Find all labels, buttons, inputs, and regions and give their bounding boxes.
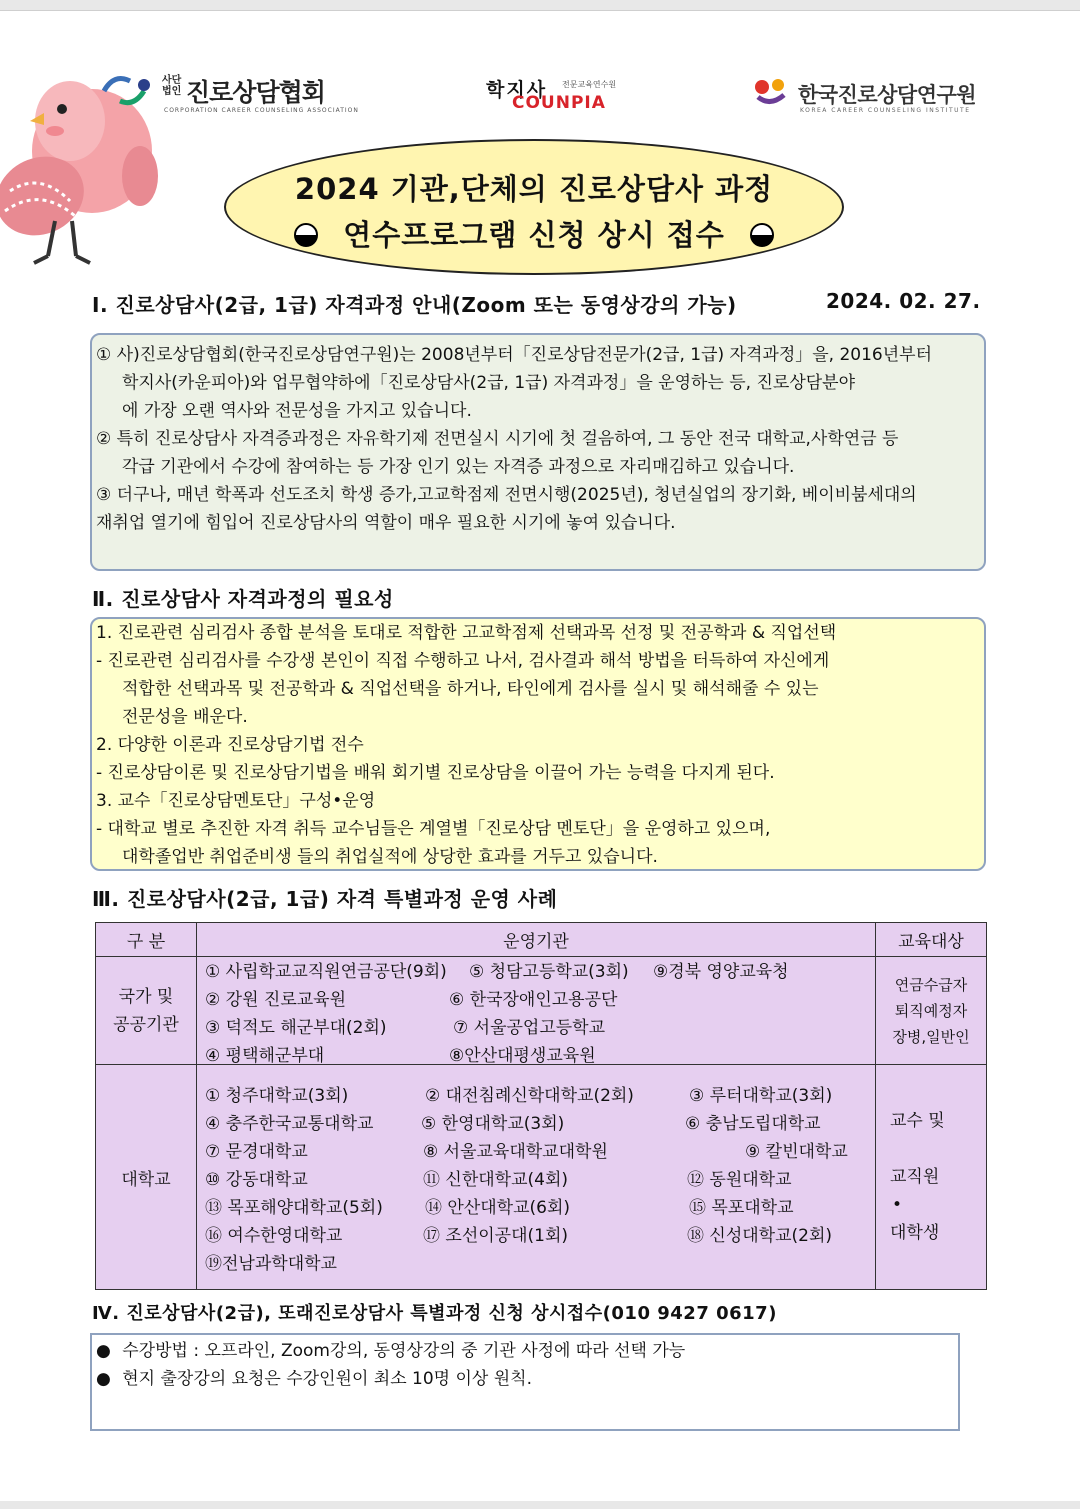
list-item: ① 사립학교교직원연금공단(9회) (205, 962, 447, 982)
bullet-icon: ● (96, 1369, 111, 1389)
logo1-text: 진로상담협회 (186, 78, 325, 107)
logo3-text: 한국진로상담연구원 (798, 83, 977, 107)
list-item: ⑲전남과학대학교 (205, 1254, 337, 1274)
section1-line: ③ 더구나, 매년 학폭과 선도조치 학생 증가,고교학점제 전면시행(2025년), 청년실업의 장기화, 베이비붐세대의 (96, 485, 917, 505)
public-target (876, 957, 987, 1065)
bullet-icon: ● (96, 1341, 111, 1361)
list-item: ④ 충주한국교통대학교 (205, 1114, 374, 1134)
list-item: ⑥ 한국장애인고용공단 (449, 990, 618, 1010)
bullet-text: 현지 출장강의 요청은 수강인원이 최소 10명 이상 원칙. (122, 1369, 532, 1389)
section4-heading: Ⅳ. 진로상담사(2급), 또래진로상담사 특별과정 신청 상시접수(010 9427 0617) (92, 1303, 777, 1324)
section1-line: 학지사(카운피아)와 업무협약하에「진로상담사(2급, 1급) 자격과정」을 운영하는 등, 진로상담분야 (122, 373, 856, 393)
public-label (96, 957, 197, 1065)
public-label-line: 공공기관 (113, 1014, 179, 1035)
logo1-small: 사단법인 (162, 75, 182, 97)
section1-heading: Ⅰ. 진로상담사(2급, 1급) 자격과정 안내(Zoom 또는 동영상강의 가능) (92, 293, 737, 317)
section2-line: 3. 교수「진로상담멘토단」구성•운영 (96, 791, 376, 811)
target-line: 연금수급자 (894, 975, 968, 994)
target-line: 퇴직예정자 (894, 1001, 968, 1020)
section1-date: 2024. 02. 27. (826, 289, 981, 313)
title-line-2 (226, 213, 842, 254)
list-item: ⑭ 안산대학교(6회) (425, 1198, 571, 1218)
list-item: ⑫ 동원대학교 (687, 1170, 792, 1190)
bullet-text: 수강방법 : 오프라인, Zoom강의, 동영상강의 중 기관 사정에 따라 선택 가능 (122, 1341, 686, 1361)
institute-mark-icon (752, 75, 790, 105)
target-line: • (892, 1195, 903, 1215)
logo-hakjisa-counpia (486, 75, 646, 115)
logo-korea-career-institute (752, 71, 988, 117)
university-label: 대학교 (96, 1065, 197, 1290)
logo2-sub: COUNPIA (512, 93, 606, 113)
list-item: ⑦ 문경대학교 (205, 1142, 308, 1162)
list-item: ⑦ 서울공업고등학교 (453, 1018, 606, 1038)
section2-line: 대학졸업반 취업준비생 들의 취업실적에 상당한 효과를 거두고 있습니다. (122, 847, 658, 867)
table-header-target: 교육대상 (876, 923, 987, 957)
list-item: ② 강원 진로교육원 (205, 990, 347, 1010)
university-target (876, 1065, 987, 1290)
section4-box (90, 1333, 960, 1431)
half-circle-icon (750, 223, 774, 247)
list-item: ① 청주대학교(3회) (205, 1086, 349, 1106)
list-item: ⑤ 한영대학교(3회) (421, 1114, 565, 1134)
target-line: 교직원 (890, 1167, 940, 1187)
logo1-sub: CORPORATION CAREER COUNSELING ASSOCIATION (164, 107, 359, 114)
list-item: ⑱ 신성대학교(2회) (687, 1226, 833, 1246)
target-line: 교수 및 (890, 1111, 945, 1131)
section2-line: 적합한 선택과목 및 전공학과 & 직업선택을 하거나, 타인에게 검사를 실시 및 해석해줄 수 있는 (122, 679, 819, 699)
list-item: ⑤ 청담고등학교(3회) (469, 962, 629, 982)
list-item: ⑪ 신한대학교(4회) (423, 1170, 569, 1190)
section2-line: 1. 진로관련 심리검사 종합 분석을 토대로 적합한 고교학점제 선택과목 선정 및 전공학과 & 직업선택 (96, 623, 837, 643)
university-institutions (197, 1065, 876, 1290)
section2-line: 전문성을 배운다. (122, 707, 248, 727)
half-circle-icon (294, 223, 318, 247)
logo-career-counseling-association (100, 67, 359, 115)
logo-mark-icon (100, 71, 160, 109)
target-line: 장병,일반인 (892, 1027, 970, 1046)
section1-line: ② 특히 진로상담사 자격증과정은 자유학기제 전면실시 시기에 첫 걸음하여, 그 동안 전국 대학교,사학연금 등 (96, 429, 899, 449)
list-item: ⑬ 목포해양대학교(5회) (205, 1198, 383, 1218)
section2-line: - 진로상담이론 및 진로상담기법을 배워 회기별 진로상담을 이끌어 가는 능력을 다지게 된다. (96, 763, 775, 783)
title-banner (224, 139, 844, 275)
list-item: ⑧안산대평생교육원 (449, 1046, 596, 1066)
title-line-1: 2024 기관,단체의 진로상담사 과정 (294, 172, 774, 206)
list-item: ② 대전침례신학대학교(2회) (425, 1086, 634, 1106)
section2-line: - 대학교 별로 추진한 자격 취득 교수님들은 계열별「진로상담 멘토단」을 운영하고 있으며, (96, 819, 771, 839)
list-item: ⑯ 여수한영대학교 (205, 1226, 343, 1246)
list-item: ③ 덕적도 해군부대(2회) (205, 1018, 387, 1038)
table-header-institution: 운영기관 (197, 923, 876, 957)
target-line: 대학생 (890, 1223, 940, 1243)
list-item: ⑮ 목포대학교 (689, 1198, 794, 1218)
bullet-item (96, 1367, 532, 1391)
document-page (0, 10, 1080, 1501)
list-item: ⑨ 칼빈대학교 (745, 1142, 848, 1162)
list-item: ③ 루터대학교(3회) (689, 1086, 833, 1106)
table-row (96, 1065, 987, 1290)
logo2-small: 전문교육연수원 (562, 80, 617, 89)
section1-line: 에 가장 오랜 역사와 전문성을 가지고 있습니다. (122, 401, 472, 421)
section1-line: 재취업 열기에 힘입어 진로상담사의 역할이 매우 필요한 시기에 놓여 있습니다. (96, 513, 676, 533)
list-item: ④ 평택해군부대 (205, 1046, 325, 1066)
public-label-line: 국가 및 (118, 986, 174, 1007)
public-institutions (197, 957, 876, 1065)
section3-heading: Ⅲ. 진로상담사(2급, 1급) 자격 특별과정 운영 사례 (92, 887, 558, 911)
bullet-item (96, 1339, 685, 1363)
section1-line: ① 사)진로상담협회(한국진로상담연구원)는 2008년부터「진로상담전문가(2급, 1급) 자격과정」을, 2016년부터 (96, 345, 933, 365)
logo2-text: 학지사 (486, 79, 548, 101)
title-line-2-text: 연수프로그램 신청 상시 접수 (343, 218, 725, 252)
list-item: ⑥ 충남도립대학교 (685, 1114, 821, 1134)
list-item: ⑨경북 영양교육청 (653, 962, 789, 982)
section2-heading: Ⅱ. 진로상담사 자격과정의 필요성 (92, 587, 394, 611)
list-item: ⑧ 서울교육대학교대학원 (423, 1142, 608, 1162)
list-item: ⑩ 강동대학교 (205, 1170, 308, 1190)
section1-box (90, 333, 986, 571)
table-row (96, 957, 987, 1065)
list-item: ⑰ 조선이공대(1회) (423, 1226, 569, 1246)
section2-line: - 진로관련 심리검사를 수강생 본인이 직접 수행하고 나서, 검사결과 해석 방법을 터득하여 자신에게 (96, 651, 830, 671)
section2-line: 2. 다양한 이론과 진로상담기법 전수 (96, 735, 364, 755)
table-header-category: 구 분 (96, 923, 197, 957)
operations-table (95, 922, 987, 1290)
section2-box (90, 617, 986, 871)
logo3-sub: KOREA CAREER COUNSELING INSTITUTE (800, 107, 971, 114)
section1-line: 각급 기관에서 수강에 참여하는 등 가장 인기 있는 자격증 과정으로 자리매김하고 있습니다. (122, 457, 795, 477)
